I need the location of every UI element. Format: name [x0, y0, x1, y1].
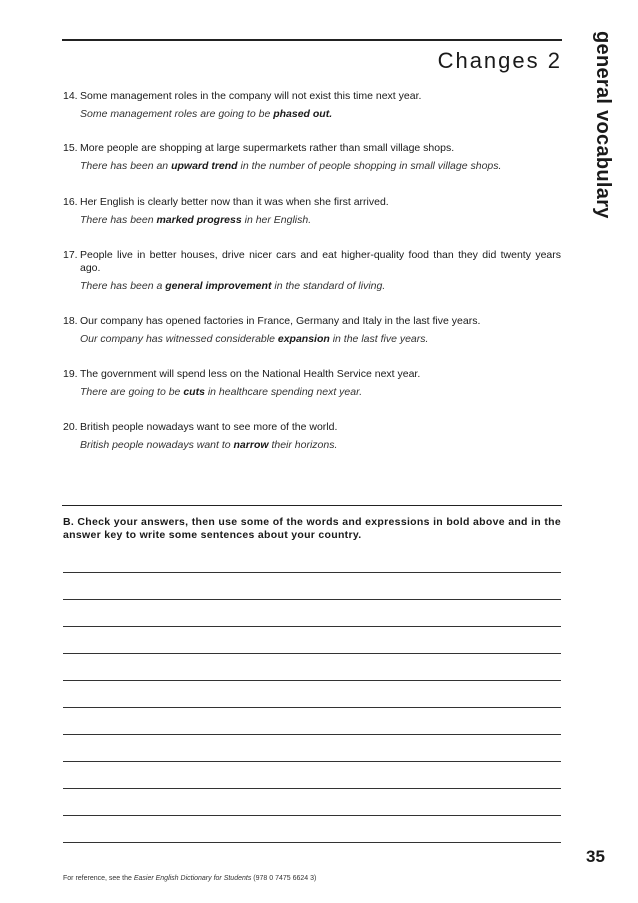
bold-expression: marked progress [156, 214, 242, 226]
item-number: 16. [63, 196, 78, 208]
side-title [576, 31, 616, 221]
item-answer: There has been an upward trend in the number of people shopping in small village shops. [80, 160, 502, 172]
item-question: Her English is clearly better now than it was when she first arrived. [80, 196, 389, 208]
bold-expression: phased out. [273, 108, 333, 120]
item-number: 18. [63, 315, 78, 327]
exercise-item-14 [63, 90, 561, 121]
exercise-item-17 [63, 249, 561, 293]
exercise-item-15 [63, 142, 561, 173]
task-b-instructions: B. Check your answers, then use some of the words and expressions in bold above and in the answer key to write some sentences about your country. [63, 516, 561, 541]
bold-expression: general improvement [165, 280, 272, 292]
exercise-item-19 [63, 368, 561, 399]
footer-reference: For reference, see the Easier English Dictionary for Students (978 0 7475 6624 3) [63, 875, 317, 882]
bold-expression: upward trend [171, 160, 238, 172]
item-answer: There has been marked progress in her English. [80, 214, 312, 226]
item-answer: Our company has witnessed considerable expansion in the last five years. [80, 333, 429, 345]
item-question: British people nowadays want to see more of the world. [80, 421, 338, 433]
item-number: 15. [63, 142, 78, 154]
writing-line[interactable] [63, 599, 561, 600]
writing-line[interactable] [63, 680, 561, 681]
writing-line[interactable] [63, 761, 561, 762]
exercise-item-18 [63, 315, 561, 346]
item-number: 14. [63, 90, 78, 102]
item-answer: There are going to be cuts in healthcare spending next year. [80, 386, 363, 398]
side-title-text: general vocabulary [592, 31, 614, 219]
item-number: 20. [63, 421, 78, 433]
item-answer: There has been a general improvement in the standard of living. [80, 280, 386, 292]
item-question: People live in better houses, drive nicer cars and eat higher-quality food than they did twenty years ago. [80, 249, 561, 274]
item-answer: Some management roles are going to be phased out. [80, 108, 333, 120]
bold-expression: expansion [277, 333, 330, 345]
header-rule [62, 39, 562, 41]
writing-line[interactable] [63, 707, 561, 708]
writing-line[interactable] [63, 815, 561, 816]
writing-line[interactable] [63, 653, 561, 654]
page-title: Changes 2 [437, 48, 562, 73]
item-number: 19. [63, 368, 78, 380]
writing-line[interactable] [63, 572, 561, 573]
writing-line[interactable] [63, 626, 561, 627]
page-number: 35 [586, 847, 605, 866]
item-question: More people are shopping at large supermarkets rather than small village shops. [80, 142, 455, 154]
section-rule [62, 505, 562, 506]
item-number: 17. [63, 249, 78, 261]
writing-line[interactable] [63, 734, 561, 735]
exercise-items [63, 90, 561, 452]
exercise-item-16 [63, 196, 561, 227]
item-question: Our company has opened factories in France, Germany and Italy in the last five years. [80, 315, 481, 327]
bold-expression: narrow [233, 439, 269, 451]
exercise-item-20 [63, 421, 561, 452]
writing-line[interactable] [63, 788, 561, 789]
item-answer: British people nowadays want to narrow their horizons. [80, 439, 338, 451]
dictionary-title: Easier English Dictionary for Students [133, 875, 252, 882]
item-question: Some management roles in the company will not exist this time next year. [80, 90, 422, 102]
item-question: The government will spend less on the National Health Service next year. [80, 368, 421, 380]
bold-expression: cuts [183, 386, 205, 398]
writing-line[interactable] [63, 842, 561, 843]
